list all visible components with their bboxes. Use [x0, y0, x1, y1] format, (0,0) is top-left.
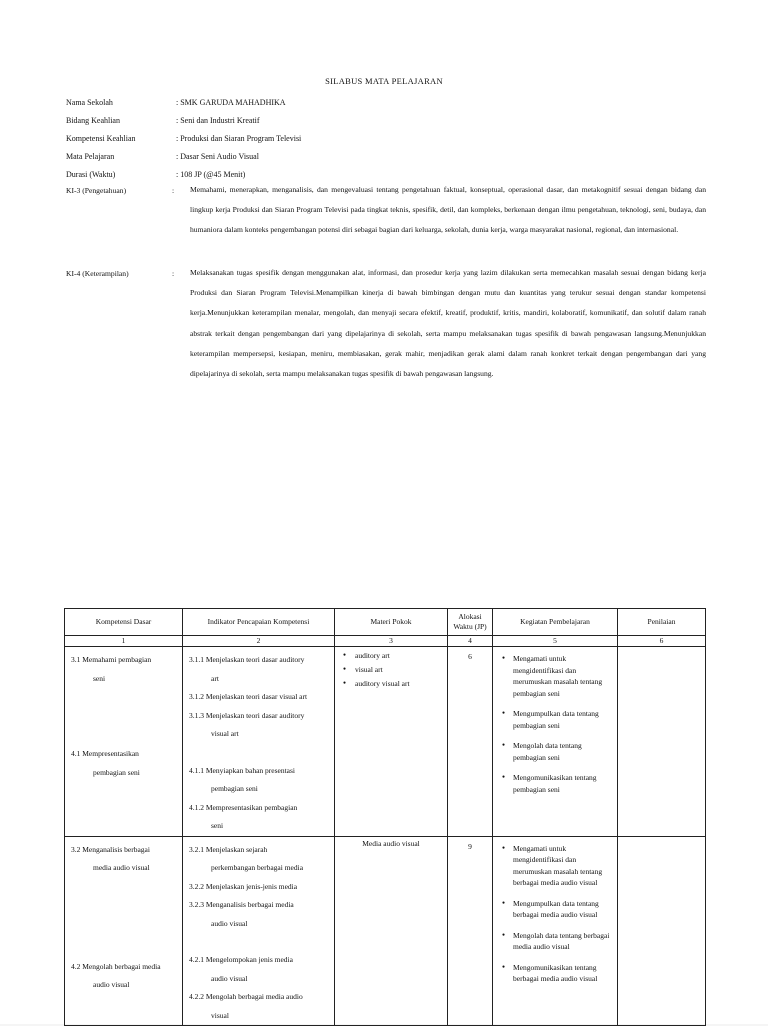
column-header: Materi Pokok [335, 609, 448, 636]
list-item: ● Mengolah data tentang berbagai media audio visual [513, 930, 611, 953]
ki4-colon: : [172, 269, 175, 278]
alokasi-waktu-cell: 9 [448, 836, 493, 1026]
list-item: ● Mengamati untuk mengidentifikasi dan merumuskan masalah tentang pembagian seni [513, 653, 611, 699]
indikator-text-cont: pembagian seni [211, 784, 258, 793]
indikator-text-cont: audio visual [211, 918, 248, 928]
indikator-text: 4.2.2 Mengolah berbagai media audio [189, 992, 303, 1001]
document-title: SILABUS MATA PELAJARAN [325, 76, 443, 86]
column-header: Kegiatan Pembelajaran [493, 609, 618, 636]
ki3-colon: : [172, 186, 175, 195]
column-number: 3 [335, 636, 448, 647]
kd-text: 3.2 Menganalisis berbagai [71, 844, 150, 854]
materi-list [339, 649, 443, 691]
indikator-text: 3.2.3 Menganalisis berbagai media [189, 900, 294, 909]
list-item: ● Mengomunikasikan tentang berbagai media audio visual [513, 962, 611, 985]
column-header: Indikator Pencapaian Kompetensi [183, 609, 335, 636]
kd-item [71, 745, 176, 782]
column-number: 4 [448, 636, 493, 647]
kegiatan-cell [493, 647, 618, 837]
indikator-item [189, 951, 328, 988]
kd-text-cont: pembagian seni [93, 767, 140, 777]
column-number-row [65, 636, 706, 647]
indikator-text-cont: audio visual [211, 973, 248, 983]
meta-value: : Produksi dan Siaran Program Televisi [176, 134, 302, 143]
alokasi-waktu-cell: 6 [448, 647, 493, 837]
kegiatan-cell [493, 836, 618, 1026]
table-row [65, 836, 706, 1026]
meta-label: Nama Sekolah [66, 98, 113, 107]
meta-label: Mata Pelajaran [66, 152, 115, 161]
ki4-text: Melaksanakan tugas spesifik dengan menggunakan alat, informasi, dan prosedur kerja yang lazim dilakukan serta memecahkan masalah sesuai dengan bidang kerja Produksi dan Siaran Program Televisi.Menampilkan kinerja di bawah bimbingan dengan mutu dan kuantitas yang terukur sesuai dengan standar kompetensi kerja.Menunjukkan keterampilan menalar, mengolah, dan menyaji secara efektif, kreatif, produktif, kritis, mandiri, kolaboratif, komunikatif, dan solutif dalam ranah abstrak terkait dengan pengembangan dari yang dipelajarinya di sekolah, serta mampu melaksanakan tugas spesifik di bawah pengawasan langsung.Menunjukkan keterampilan mempersepsi, kesiapan, meniru, membiasakan, gerak mahir, menjadikan gerak alami dalam ranah konkret terkait dengan pengembangan dari yang dipelajarinya di sekolah, serta mampu melaksanakan tugas spesifik di bawah pengawasan langsung. [190, 268, 706, 379]
indikator-cell [183, 647, 335, 837]
indikator-item [189, 878, 328, 897]
penilaian-cell [618, 836, 706, 1026]
meta-value: : Seni dan Industri Kreatif [176, 116, 260, 125]
syllabus-table [64, 608, 706, 1026]
indikator-text-cont: perkembangan berbagai media [211, 863, 304, 872]
meta-label: Durasi (Waktu) [66, 170, 116, 179]
column-number: 5 [493, 636, 618, 647]
meta-value: : Dasar Seni Audio Visual [176, 152, 259, 161]
indikator-text: 4.1.2 Mempresentasikan pembagian [189, 802, 298, 812]
column-number: 2 [183, 636, 335, 647]
indikator-text-cont: visual [211, 1010, 229, 1020]
ki4-label: KI-4 (Keterampilan) [66, 269, 129, 278]
materi-pokok-cell [335, 647, 448, 837]
ki3-text: Memahami, menerapkan, menganalisis, dan mengevaluasi tentang pengetahuan faktual, konseptual, operasional dasar, dan metakognitif sesuai dengan bidang dan lingkup kerja Produksi dan Siaran Program Televisi pada tingkat teknis, spesifik, detil, dan kompleks, berkenaan dengan ilmu pengetahuan, teknologi, seni, budaya, dan humaniora dalam konteks pengembangan potensi diri sebagai bagian dari keluarga, sekolah, dunia kerja, warga masyarakat nasional, regional, dan internasional. [190, 185, 706, 235]
kompetensi-dasar-cell [65, 647, 183, 837]
kd-text-cont: audio visual [93, 980, 130, 989]
indikator-item [189, 896, 328, 933]
indikator-text: 3.2.2 Menjelaskan jenis-jenis media [189, 881, 298, 891]
indikator-text: 3.2.1 Menjelaskan sejarah [189, 844, 268, 854]
column-header: Penilaian [618, 609, 706, 636]
meta-value: : 108 JP (@45 Menit) [176, 170, 246, 179]
table-row [65, 647, 706, 837]
indikator-item [189, 688, 328, 707]
kd-text: 3.1 Memahami pembagian [71, 655, 152, 664]
kd-text: 4.1 Mempresentasikan [71, 749, 139, 758]
table-header-row [65, 609, 706, 636]
kd-item [71, 958, 176, 995]
list-item: ● auditory visual art [355, 677, 443, 691]
indikator-item [189, 988, 328, 1025]
kd-item [71, 841, 176, 878]
meta-value: : SMK GARUDA MAHADHIKA [176, 98, 286, 107]
indikator-item [189, 841, 328, 878]
indikator-text-cont: art [211, 673, 219, 683]
indikator-item [189, 762, 328, 799]
kompetensi-dasar-cell [65, 836, 183, 1026]
meta-label: Kompetensi Keahlian [66, 134, 136, 143]
list-item: ● Mengamati untuk mengidentifikasi dan merumuskan masalah tentang berbagai media audio visual [513, 843, 611, 889]
kd-item [71, 651, 176, 688]
list-item: ● visual art [355, 663, 443, 677]
indikator-text: 3.1.2 Menjelaskan teori dasar visual art [189, 692, 308, 701]
indikator-text-cont: visual art [211, 729, 239, 738]
indikator-cell [183, 836, 335, 1026]
list-item: ● auditory art [355, 649, 443, 663]
kd-text: 4.2 Mengolah berbagai media [71, 961, 161, 971]
list-item: ● Mengolah data tentang pembagian seni [513, 740, 611, 763]
indikator-item [189, 799, 328, 836]
kegiatan-list [497, 843, 611, 985]
list-item: ● Mengomunikasikan tentang pembagian seni [513, 772, 611, 795]
meta-label: Bidang Keahlian [66, 116, 120, 125]
penilaian-cell [618, 647, 706, 837]
indikator-item [189, 651, 328, 688]
list-item: ● Mengumpulkan data tentang berbagai media audio visual [513, 898, 611, 921]
indikator-text: 3.1.1 Menjelaskan teori dasar auditory [189, 655, 305, 664]
column-number: 6 [618, 636, 706, 647]
materi-pokok-cell: Media audio visual [335, 836, 448, 1026]
kd-text-cont: seni [93, 673, 106, 683]
indikator-item [189, 707, 328, 744]
kegiatan-list [497, 653, 611, 795]
indikator-text-cont: seni [211, 821, 224, 830]
list-item: ● Mengumpulkan data tentang pembagian seni [513, 708, 611, 731]
column-header: Alokasi Waktu (JP) [448, 609, 493, 636]
column-number: 1 [65, 636, 183, 647]
indikator-text: 4.2.1 Mengelompokan jenis media [189, 955, 293, 964]
kd-text-cont: media audio visual [93, 863, 150, 872]
column-header: Kompetensi Dasar [65, 609, 183, 636]
ki3-label: KI-3 (Pengetahuan) [66, 186, 127, 195]
indikator-text: 3.1.3 Menjelaskan teori dasar auditory [189, 710, 305, 720]
indikator-text: 4.1.1 Menyiapkan bahan presentasi [189, 765, 296, 775]
